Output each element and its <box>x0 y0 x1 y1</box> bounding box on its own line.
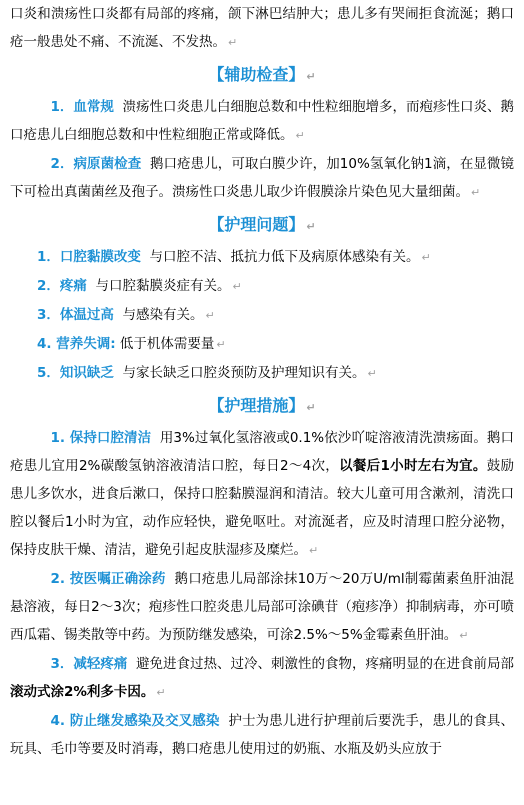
paragraph-mark-icon: ↵ <box>295 129 305 142</box>
aux-item-1-label: 1．血常规 <box>50 99 114 115</box>
problem-item-1-label: 1．口腔黏膜改变 <box>37 249 141 265</box>
paragraph-mark-icon: ↵ <box>367 367 377 380</box>
paragraph-mark-icon: ↵ <box>421 251 431 264</box>
aux-item-1 <box>10 93 514 150</box>
problem-item-2-label: 2．疼痛 <box>37 278 87 294</box>
measure-item-1-text: 用3%过氧化氢溶液或0.1%依沙吖啶溶液清洗溃疡面。鹅口疮患儿宜用2%碳酸氢钠溶液清洁口腔，每日2～4次， <box>10 430 514 474</box>
intro-paragraph <box>10 0 514 57</box>
paragraph-mark-icon: ↵ <box>471 186 481 199</box>
problem-item-5-text: 与家长缺乏口腔炎预防及护理知识有关。 <box>122 365 366 381</box>
measure-item-1-label: 1. 保持口腔清洁 <box>50 430 152 446</box>
measure-item-3-text: 避免进食过热、过冷、刺激性的食物，疼痛明显的在进食前局部 <box>136 656 514 672</box>
aux-item-1-text: 溃疡性口炎患儿白细胞总数和中性粒细胞增多，而疱疹性口炎、鹅口疮患儿白细胞总数和中性粒细胞正常或降低。 <box>10 99 514 143</box>
paragraph-mark-icon: ↵ <box>459 629 469 642</box>
measure-item-3-label: 3．减轻疼痛 <box>50 656 128 672</box>
problem-item-3-text: 与感染有关。 <box>122 307 204 323</box>
paragraph-mark-icon: ↵ <box>156 686 166 699</box>
paragraph-mark-icon: ↵ <box>232 280 242 293</box>
measure-item-3-emphasis: 滚动式涂2%利多卡因。 <box>10 684 155 700</box>
measure-item-4-text: 护士为患儿进行护理前后要洗手，患儿的食具、玩具、毛巾等要及时消毒，鹅口疮患儿使用过的奶瓶、水瓶及奶头应放于 <box>10 713 515 757</box>
measure-item-1-emphasis: 以餐后1小时左右为宜。 <box>339 458 487 474</box>
measure-item-4 <box>10 707 514 763</box>
problem-item-5-label: 5．知识缺乏 <box>37 365 114 381</box>
problem-item-4-text: 低于机体需要量 <box>119 336 215 352</box>
intro-text: 口炎和溃疡性口炎都有局部的疼痛，颌下淋巴结肿大；患儿多有哭闹拒食流涎；鹅口疮一般患处不痛、不流涎、不发热。 <box>10 6 514 50</box>
problem-item-3-label: 3．体温过高 <box>37 307 114 323</box>
paragraph-mark-icon: ↵ <box>306 401 316 414</box>
problem-item-5 <box>10 359 514 388</box>
problem-item-3 <box>10 301 514 330</box>
problem-item-4-label: 4. 营养失调: <box>37 336 116 352</box>
paragraph-mark-icon: ↵ <box>205 309 215 322</box>
section-heading-measures <box>10 390 514 424</box>
problem-item-2-text: 与口腔黏膜炎症有关。 <box>95 278 231 294</box>
problem-item-4 <box>10 330 514 359</box>
section-heading-problems-text: 【护理问题】 <box>208 215 305 234</box>
section-heading-measures-text: 【护理措施】 <box>208 396 305 415</box>
aux-item-2 <box>10 150 514 207</box>
section-heading-aux <box>10 59 514 93</box>
aux-item-2-text: 鹅口疮患儿，可取白膜少许，加10%氢氧化钠1滴，在显微镜下可检出真菌菌丝及孢子。溃疡性口炎患儿取少许假膜涂片染色见大量细菌。 <box>10 156 514 200</box>
problem-item-1 <box>10 243 514 272</box>
paragraph-mark-icon: ↵ <box>216 338 226 351</box>
problem-item-1-text: 与口腔不洁、抵抗力低下及病原体感染有关。 <box>149 249 420 265</box>
problem-item-2 <box>10 272 514 301</box>
measure-item-1-text-cont: 鼓励患儿多饮水，进食后漱口，保持口腔黏膜湿润和清洁。较大儿童可用含漱剂，清洗口腔以餐后1小时为宜，动作应轻快，避免呕吐。对流涎者，应及时清理口腔分泌物，保持皮肤干燥、清洁，避免引起皮肤湿疹及糜烂。 <box>10 458 514 558</box>
paragraph-mark-icon: ↵ <box>306 70 316 83</box>
measure-item-2-text: 鹅口疮患儿局部涂抹10万～20万U/ml制霉菌素鱼肝油混悬溶液，每日2～3次；疱疹性口腔炎患儿局部可涂碘苷（疱疹净）抑制病毒，亦可喷西瓜霜、锡类散等中药。为预防继发感染，可涂2.5%～5%金霉素鱼肝油。 <box>10 571 514 643</box>
measure-item-4-label: 4. 防止继发感染及交叉感染 <box>50 713 220 729</box>
paragraph-mark-icon: ↵ <box>309 544 319 557</box>
measure-item-1 <box>10 424 514 565</box>
measure-item-2-label: 2. 按医嘱正确涂药 <box>50 571 166 587</box>
aux-item-2-label: 2．病原菌检查 <box>50 156 142 172</box>
paragraph-mark-icon: ↵ <box>228 36 238 49</box>
paragraph-mark-icon: ↵ <box>306 220 316 233</box>
measure-item-2 <box>10 565 514 650</box>
section-heading-aux-text: 【辅助检查】 <box>208 65 305 84</box>
measure-item-3 <box>10 650 514 707</box>
section-heading-problems <box>10 209 514 243</box>
